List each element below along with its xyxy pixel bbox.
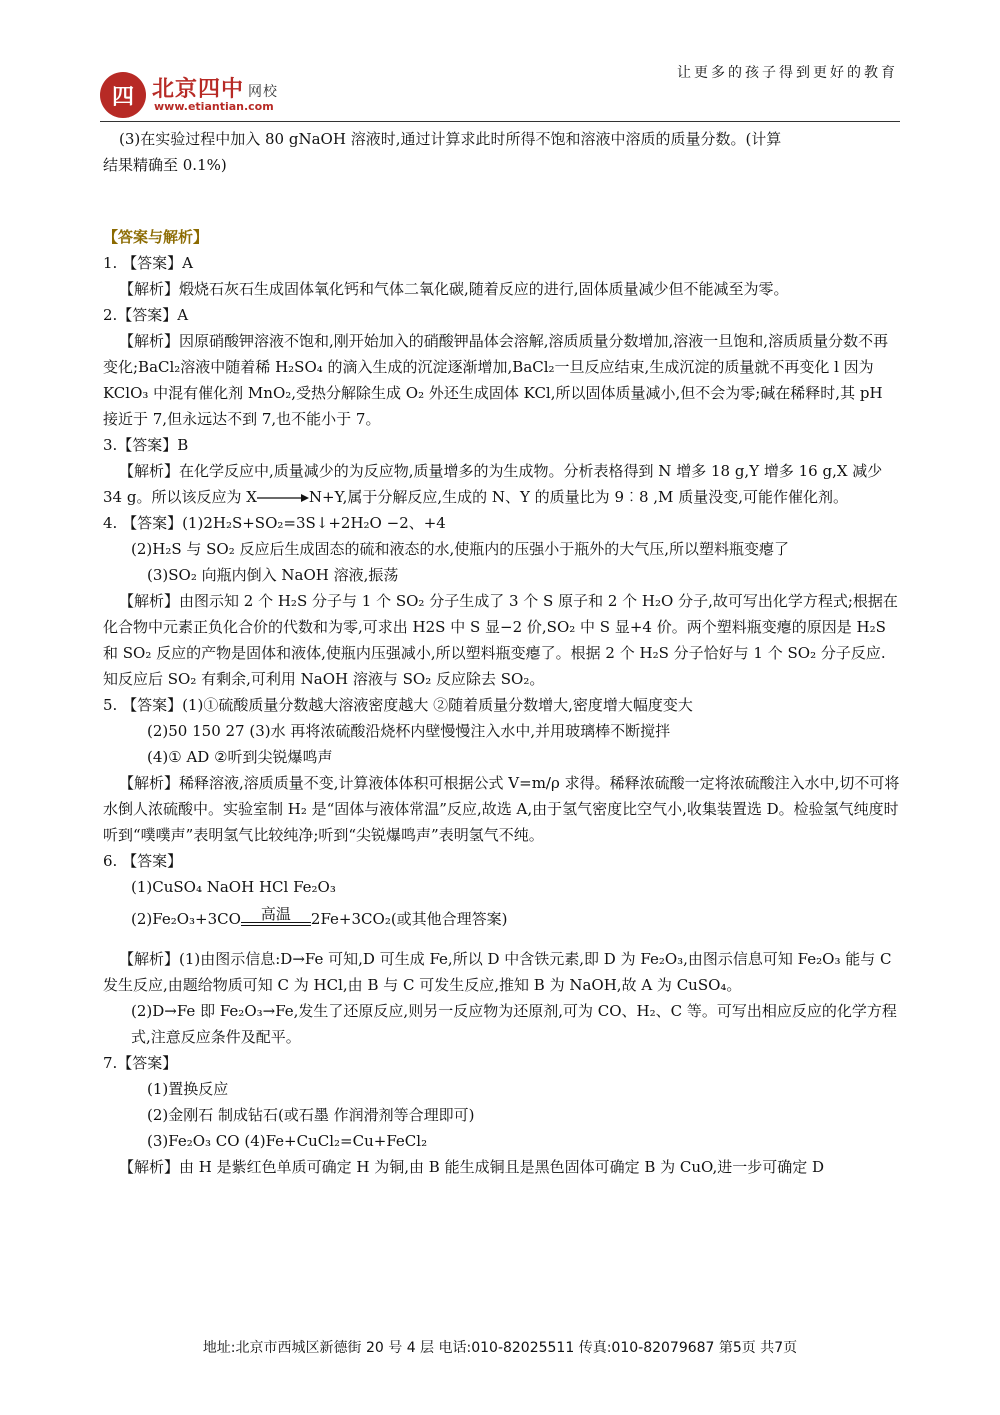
answer-6-part1: (1)CuSO₄ NaOH HCl Fe₂O₃ [131, 878, 336, 896]
answer-1: 1. 【答案】A [103, 254, 193, 272]
answer-4-part3: (3)SO₂ 向瓶内倒入 NaOH 溶液,振荡 [147, 566, 399, 584]
section-title: 【答案与解析】 [103, 228, 209, 246]
explanation-6-part1: 【解析】(1)由图示信息:D→Fe 可知,D 可生成 Fe,所以 D 中含铁元素,即 D 为 Fe₂O₃,由图示信息可知 Fe₂O₃ 能与 C 发生反应,由题给物质可知 C 为 HCl,由 B 与 C 可发生反应,推知 B 为 NaOH,故 A 为 CuSO₄。 [103, 950, 892, 994]
explanation-2: 【解析】因原硝酸钾溶液不饱和,刚开始加入的硝酸钾晶体会溶解,溶质质量分数增加,溶液一旦饱和,溶质质量分数不再变化;BaCl₂溶液中随着稀 H₂SO₄ 的滴入生成的沉淀逐渐增加,BaCl₂一旦反应结束,生成沉淀的质量就不再变化 l 因为 KClO₃ 中混有催化剂 MnO₂,受热分解除生成 O₂ 外还生成固体 KCl,所以固体质量减小,但不会为零;碱在稀释时,其 pH 接近于 7,但永远达不到 7,也不能小于 7。 [103, 332, 889, 428]
high-temp-equals-sign: 高温 [241, 906, 311, 932]
answer-7: 7.【答案】 [103, 1054, 178, 1072]
explanation-7: 【解析】由 H 是紫红色单质可确定 H 为铜,由 B 能生成铜且是黑色固体可确定 B 为 CuO,进一步可确定 D [119, 1158, 825, 1176]
answer-7-part3: (3)Fe₂O₃ CO (4)Fe+CuCl₂=Cu+FeCl₂ [147, 1132, 428, 1150]
answer-5-part2: (2)50 150 27 (3)水 再将浓硫酸沿烧杯内壁慢慢注入水中,并用玻璃棒不断搅拌 [147, 722, 671, 740]
answer-4: 4. 【答案】(1)2H₂S+SO₂=3S↓+2H₂O −2、+4 [103, 514, 446, 532]
answer-6-part2: (2)Fe₂O₃+3CO 高温 2Fe+3CO₂(或其他合理答案) [103, 906, 900, 932]
logo-emblem-icon: 四 [100, 72, 146, 118]
explanation-3: 【解析】在化学反应中,质量减少的为反应物,质量增多的为生成物。分析表格得到 N 增多 18 g,Y 增多 16 g,X 减少 34 g。所以该反应为 X N+Y,属于分解反应,生成的 N、Y 的质量比为 9︰8 ,M 质量没变,可能作催化剂。 [103, 462, 883, 506]
page-footer: 地址:北京市西城区新德街 20 号 4 层 电话:010-82025511 传真:010-82079687 第5页 共7页 [202, 1340, 798, 1356]
logo-name: 北京四中 网校 [152, 76, 279, 102]
page-header [0, 0, 1000, 120]
explanation-5: 【解析】稀释溶液,溶质质量不变,计算液体体积可根据公式 V=m/ρ 求得。稀释浓硫酸一定将浓硫酸注入水中,切不可将水倒人浓硫酸中。实验室制 H₂ 是“固体与液体常温”反应,故选 A,由于氢气密度比空气小,收集装置选 D。检验氢气纯度时听到“噗噗声”表明氢气比较纯净;听到“尖锐爆鸣声”表明氢气不纯。 [103, 774, 900, 844]
answer-3: 3.【答案】B [103, 436, 189, 454]
header-slogan: 让更多的孩子得到更好的教育 [677, 65, 898, 81]
reaction-arrow-icon [257, 493, 309, 503]
answer-2: 2.【答案】A [103, 306, 189, 324]
logo-url: www.etiantian.com [154, 100, 274, 113]
document-body [103, 126, 900, 1180]
answer-5-part4: (4)① AD ②听到尖锐爆鸣声 [147, 748, 333, 766]
q3-text-line1: (3)在实验过程中加入 80 gNaOH 溶液时,通过计算求此时所得不饱和溶液中溶质的质量分数。(计算 [119, 130, 782, 148]
explanation-4: 【解析】由图示知 2 个 H₂S 分子与 1 个 SO₂ 分子生成了 3 个 S 原子和 2 个 H₂O 分子,故可写出化学方程式;根据在化合物中元素正负化合价的代数和为零,可求出 H2S 中 S 显−2 价,SO₂ 中 S 显+4 价。两个塑料瓶变瘪的原因是 H₂S 和 SO₂ 反应的产物是固体和液体,使瓶内压强减小,所以塑料瓶变瘪了。根据 2 个 H₂S 分子恰好与 1 个 SO₂ 分子反应.知反应后 SO₂ 有剩余,可利用 NaOH 溶液与 SO₂ 反应除去 SO₂。 [103, 592, 898, 688]
answer-7-part2: (2)金刚石 制成钻石(或石墨 作润滑剂等合理即可) [147, 1106, 475, 1124]
header-divider [100, 121, 900, 122]
q3-text-line2: 结果精确至 0.1%) [103, 156, 227, 174]
explanation-1: 【解析】煅烧石灰石生成固体氧化钙和气体二氧化碳,随着反应的进行,固体质量减少但不能减至为零。 [119, 280, 789, 298]
answer-6: 6. 【答案】 [103, 852, 183, 870]
answer-4-part2: (2)H₂S 与 SO₂ 反应后生成固态的硫和液态的水,使瓶内的压强小于瓶外的大气压,所以塑料瓶变瘪了 [131, 540, 790, 558]
explanation-6-part2: (2)D→Fe 即 Fe₂O₃→Fe,发生了还原反应,则另一反应物为还原剂,可为 CO、H₂、C 等。可写出相应反应的化学方程式,注意反应条件及配平。 [131, 1002, 897, 1046]
answer-7-part1: (1)置换反应 [147, 1080, 229, 1098]
school-logo [100, 72, 300, 122]
answer-5: 5. 【答案】(1)①硫酸质量分数越大溶液密度越大 ②随着质量分数增大,密度增大幅度变大 [103, 696, 693, 714]
